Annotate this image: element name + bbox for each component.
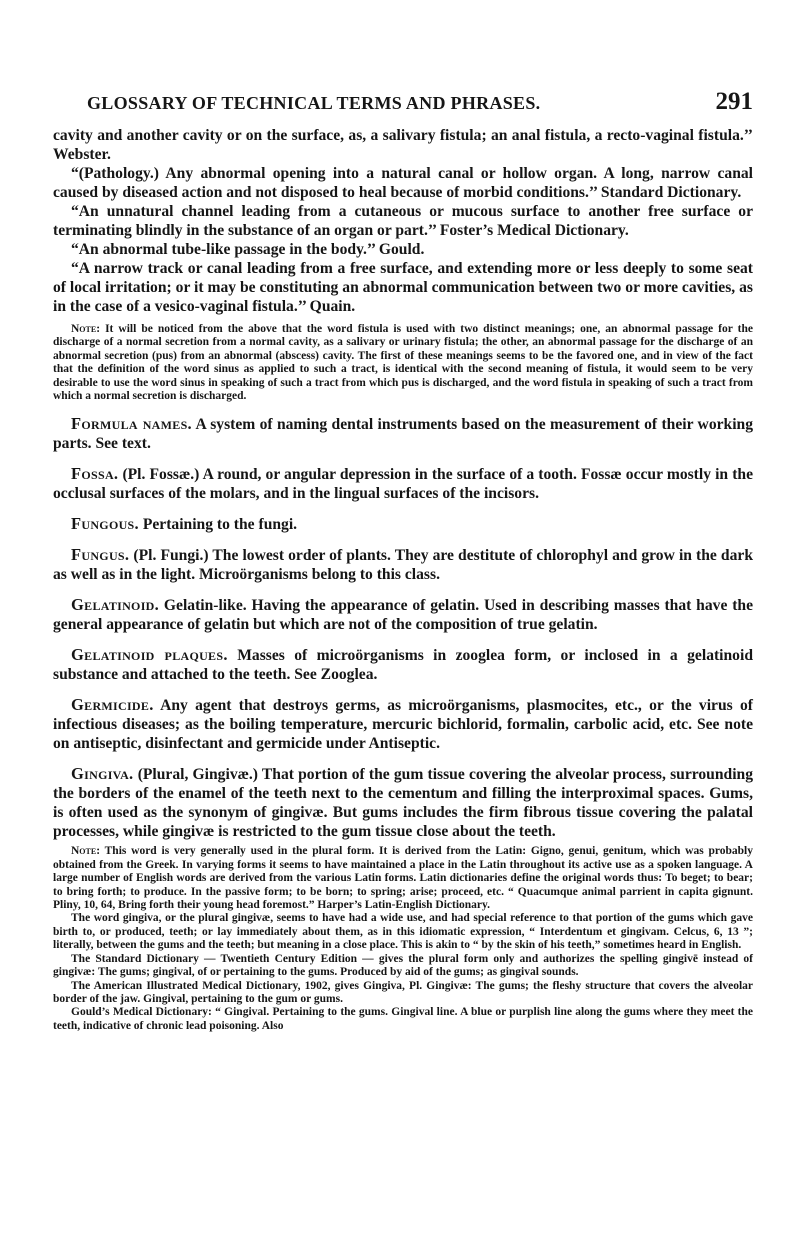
entry-headword: Fungous. (71, 514, 139, 534)
glossary-entry (53, 764, 753, 841)
entry-headword: Gelatinoid plaques. (71, 645, 228, 665)
note-label: Note: (71, 845, 101, 858)
gingiva-note-p3: The Standard Dictionary — Twentieth Century Edition — gives the plural form only and authorizes the spelling gingivē instead of gingivæ: The gums; gingival, of or pertaining to the gums. Produced by aid of the gums; as gingival sounds. (53, 952, 753, 979)
glossary-entry (53, 695, 753, 753)
entry-headword: Fungus. (71, 545, 130, 565)
fistula-note (53, 323, 753, 403)
page-number: 291 (715, 88, 753, 115)
note-text: It will be noticed from the above that the word fistula is used with two distinct meanings; one, an abnormal passage for the discharge of a normal secretion from a normal cavity, as a salivary or urinary fistula; the other, an abnormal passage for the discharge of an abnormal secretion (pus) from an abnormal (abscess) cavity. The first of these meanings seems to be the favored one, and in view of the fact that the definition of the word sinus as applied to such a tract, is identical with the second meaning of fistula, it would seem to be very desirable to use the word sinus in speaking of such a tract from which pus is discharged, and the word fistula in speaking of such a tract from which a normal secretion is discharged. (53, 323, 754, 403)
entry-headword: Fossa. (71, 464, 119, 484)
gingiva-note-p1 (53, 845, 753, 912)
note-text: This word is very generally used in the plural form. It is derived from the Latin: Gigno, genui, genitum, which was probably obtained from the Greek. In varying forms it seems to have maintained a place in the Latin throughout its active use as a spoken language. A large number of English words are derived from the various Latin forms. Latin dictionaries define the original words thus: To beget; to bear; to bring forth; to produce. In the passive form; to be born; to spring; arise; proceed, etc. “ Quacumque animal parrient in capita gignunt. Pliny, 10, 64, Bring forth their young head foremost.” Harper’s Latin-English Dictionary. (53, 845, 753, 912)
entry-definition: Gelatin-like. Having the appearance of gelatin. Used in describing masses that have the general appearance of gelatin but which are not of the composition of true gelatin. (53, 597, 753, 634)
entry-headword: Formula names. (71, 414, 192, 434)
glossary-entry (53, 595, 753, 634)
gingiva-note-p2: The word gingiva, or the plural gingivæ, seems to have had a wide use, and had special reference to that portion of the gums which gave birth to, or produced, teeth; or lay immediately about them, as in this idiomatic expression, “ Interdentum et gingivam. Celcus, 6, 13 ”; literally, between the gums and the teeth; but meaning in a close place. This is akin to “ by the skin of his teeth,” sometimes heard in English. (53, 912, 753, 952)
entry-headword: Gelatinoid. (71, 595, 160, 615)
fistula-quote-standard: “(Pathology.) Any abnormal opening into a natural canal or hollow organ. A long, narrow canal caused by diseased action and not disposed to heal because of morbid conditions.’’ Standard Dictionary. (53, 165, 753, 201)
gingiva-note (53, 845, 753, 1033)
gingiva-note-p5: Gould’s Medical Dictionary: “ Gingival. Pertaining to the gums. Gingival line. A blue or purplish line along the gums where they meet the teeth, indicative of chronic lead poisoning. Also (53, 1006, 753, 1032)
fistula-continuation: cavity and another cavity or on the surface, as, a salivary fistula; an anal fistula, a recto-vaginal fistula.’’ Webster. (53, 127, 753, 163)
entry-definition: Pertaining to the fungi. (142, 516, 298, 534)
glossary-entry (53, 645, 753, 684)
page-header (53, 88, 753, 116)
gingiva-note-p4: The American Illustrated Medical Dictionary, 1902, gives Gingiva, Pl. Gingivæ: The gums; the fleshy structure that covers the alveolar border of the jaw. Gingival, pertaining to the gum or gums. (53, 979, 753, 1005)
entry-definition: (Pl. Fossæ.) A round, or angular depression in the surface of a tooth. Fossæ occur mostly in the occlusal surfaces of the molars, and in the lingual surfaces of the incisors. (53, 466, 753, 503)
glossary-entry (53, 545, 753, 584)
fistula-quote-quain: “A narrow track or canal leading from a free surface, and extending more or less deeply to some seat of local irritation; or it may be constituting an abnormal communication between two or more cavities, as in the case of a vesico-vaginal fistula.’’ Quain. (53, 260, 753, 315)
entry-definition: Any agent that destroys germs, as microörganisms, plasmocites, etc., or the virus of infectious diseases; as the boiling temperature, mercuric bichlorid, formalin, carbolic acid, etc. See note on antiseptic, disinfectant and germicide under Antiseptic. (53, 697, 753, 753)
glossary-entries (53, 414, 753, 841)
note-label: Note: (71, 323, 101, 335)
entry-definition: (Plural, Gingivæ.) That portion of the gum tissue covering the alveolar process, surrounding the borders of the enamel of the teeth next to the cementum and filling the interproximal spaces. Gums, is often used as the synonym of gingivæ. But gums includes the firm fibrous tissue covering the palatal processes, while gingivæ is restricted to the gum tissue close about the teeth. (53, 766, 753, 841)
running-title: GLOSSARY OF TECHNICAL TERMS AND PHRASES. (87, 93, 541, 113)
entry-headword: Gingiva. (71, 764, 134, 784)
book-page (53, 88, 753, 1033)
glossary-entry (53, 514, 753, 534)
glossary-entry (53, 414, 753, 453)
fistula-quote-gould: “An abnormal tube-like passage in the body.’’ Gould. (71, 241, 425, 258)
glossary-entry (53, 464, 753, 503)
entry-definition: (Pl. Fungi.) The lowest order of plants. They are destitute of chlorophyl and grow in the dark as well as in the light. Microörganisms belong to this class. (53, 547, 753, 584)
entry-definition: A system of naming dental instruments based on the measurement of their working parts. See text. (53, 416, 754, 453)
fistula-quote-foster: “An unnatural channel leading from a cutaneous or mucous surface to another free surface or terminating blindly in the substance of an organ or part.’’ Foster’s Medical Dictionary. (53, 203, 753, 239)
entry-headword: Germicide. (71, 695, 154, 715)
entry-definition: Masses of microörganisms in zooglea form, or inclosed in a gelatinoid substance and attached to the teeth. See Zooglea. (53, 647, 753, 684)
